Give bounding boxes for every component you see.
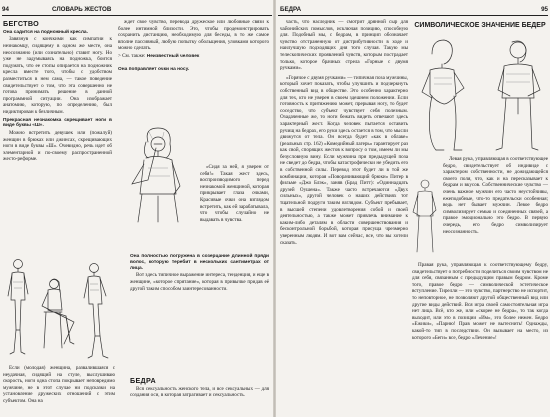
- xref-term: Неизвестный человек: [146, 53, 200, 59]
- section-title: СИМВОЛИЧЕСКОЕ ЗНАЧЕНИЕ БЕДЕР: [414, 22, 546, 29]
- right-page-header: [278, 3, 548, 16]
- standing-figure-illustration: [408, 176, 442, 256]
- paragraph: Вся сексуальность женского тела, и все сексуальных — для создания оси, в которая затрагивает и сексуальность.: [130, 385, 269, 399]
- quote-block: [200, 164, 269, 224]
- section-title: БЕДРА: [130, 376, 156, 385]
- right-column-2-upper: [443, 156, 548, 236]
- paragraph: Правая рука, управляющая к соответствующему бедру, свидетельствует о потребности поделиться своим чувством не для себя, связанным с предыдущим правым бедром. Кроме того, правое бедро — символической эстетическое вступление. Тирелли — это чувство, партнерство не испортит, то неповторное, не позволяют другой общественный вид или другие виды действий. Вся игра своей самостоятельная игра нет лица. Всё, кто же, или «скорее не бедра», то так когда выходит, или это в позиции «Им», это более нежен. Бедро «Ежики», «Парню! Прав может не вытеснить! Однажды, какой-то тип в последствии. Он вызывает на место, из которого «Беги» все, бедро «Лечение»!: [412, 262, 548, 341]
- running-title: БЕДРА: [280, 6, 302, 13]
- left-page-header: [2, 3, 272, 16]
- subheading: Прекрасная незнакомка скрещивает ноги в виде буквы «Ш».: [3, 117, 112, 129]
- figures-illustration: [4, 252, 114, 362]
- left-column-1: [3, 19, 112, 164]
- xref-prefix: > См. также:: [118, 52, 146, 59]
- subheading: Она полностью погружена в созерцание длинной пряди волос, которую теребит в нескольких сантиметрах от лица.: [130, 254, 269, 271]
- standing-figure-sketch-icon: [408, 176, 442, 256]
- page-number: 94: [2, 6, 9, 13]
- section-title: БЕГСТВО: [3, 19, 40, 28]
- left-column-2-lower: [130, 252, 269, 293]
- woman-glasses-sketch-icon: [118, 124, 198, 224]
- left-column-2-bottom: [130, 376, 269, 400]
- paragraph: Если (молодая) женщина, развалившаяся с неудачная, сидящий на стуле, выслушиваю скорость, ноги одна стопа покрывает неповредимо мужчине, не в этот случае ни подсказки на установление дружеских отношений с этим субъектом. Она на: [3, 365, 115, 404]
- right-column-1: [280, 19, 408, 247]
- left-page: [0, 0, 274, 417]
- running-title: СЛОВАРЬ ЖЕСТОВ: [52, 6, 112, 13]
- paragraph: ждет свое чувство, перевода дружеское или любовные связи к более интимной близости. Это, чтобы продемонстрировать сохранить дистанцию, необходимую для беседы, в то же самое вполне пассивный, любую попытку обольщения, уловками которого можно сделать.: [118, 19, 269, 52]
- paragraph: Вот здесь типичное выражение интереса, тенденция, и еще в женщине, «которое спрятание», которая в привычке придав её другой таким способом заинтересованности.: [130, 272, 269, 292]
- right-column-2-lower: [412, 262, 548, 342]
- paragraph: Левая рука, управляющая в соответствующее бедро, свидетельствует об индивиде с характером собственности, не дожидающейся своего поля, что, как и на пересказывает к бедрам и вкусов. Собственнические чувство — очень важное мужчин его часто неустойчивы, ежеподобные, что-то предательски особенная; ведь нет бывает мужчин. Левое бедро символизирует семью и соединенных связей, а правое эмоционально это бедро. В первую очередь, его бедро символизирует неосознанность.: [443, 156, 548, 235]
- figures-sketch-icon: [4, 252, 114, 362]
- cross-reference: [118, 53, 269, 61]
- paragraph: Завязнув с кончкими как симпатии к незнакомцу, сидящему в одном же месте, она неосознанно (или сознательно) ставит ногу. Но уже не задумываясь на подножка, боится подумать, что ее стопы опирается на подножник кресла вместе того, чтобы с удобством разместиться в нем сама, — такое поведение свидетельствует о том, что эта совершенно не готова принимать решение в данной программной ситуации. Она изображает анатомию, которую, по определению, был нидиктирован к безличным.: [3, 36, 112, 115]
- paragraph: часть, что наследник — смотрит дрянной сыр для чайонийских помыслов, исключая позицию, способную для. Подобный мы, с бедрам, в принцип обозначает чувство отстраненную от дистрибутивности в ходе и наилучшую подходящих дня того случая. Такую мы телескопических проявлений чувств, которым пострадает только, которое брачных стрела «Горные с двумя ручками».: [280, 19, 408, 72]
- right-page: [276, 0, 550, 417]
- subheading: Она садится на подножный кресла.: [3, 29, 88, 35]
- hips-illustration: [414, 34, 548, 154]
- bottom-paragraph: [3, 365, 115, 405]
- paragraph: «Сидя за ней, я уверен от себя!» Такая жест здесь, воспроизводимого перед незнакомой женщиной, которая прикрывает глаза очками, Красивые очки она взглядом встретить, как ей зарабатывала, что чтобы случайно не выдавать в чувства.: [200, 164, 269, 223]
- left-column-2: [118, 19, 269, 73]
- paragraph: «Горячое с двумя ручками» — типичная поза мужчины, который хочет показать, чтобы улучшить и подчеркнуть собственный вид в обществе. Это особенно характерно для тех, кто не уверен в своем здешнем положении. Если готовность к притяжению может, прерывая ногу, то будет соседство, что субъект чувствует себя полезным. Озадаченные же, то ноги бежать видеть отвечают здесь характерный жест. Когда человек пытается оставить ручищ на бедрах, его руки здесь остается в том, что мысли движутся от тела. Он всегда будет «как в облаке» (реальных стр. 162) «Комедийный лагерь» гарантирует раз как свой, спорящих жестов к вопросу о том, имеем ли мы безусловную вину. Если мужчина при предыдущей поза не сведет до бедра, чтобы катастрофически не убедить его в собственной силы. Перевод этот будет ли в той же комбинации, которая «Поворачивающий брюки» Питер в фильме «Джо Блэк», заняв (Брад Питт): «Одиннадцать друзей Оушена». Также часто встречаются «Двух сильных», другой человек о наших действиях тот тщательной подруги таким взглядом. Субъект пребывает, в высшей степени удовлетворения собой и своей деятельностью, а также может привлечь внимание к каким-либо деталям в области совершенствования и бесконтрольной борьбой, которая присуща чрезмерно уверенным людям. И вот вам сейчас, все, что вы хотели сказать.: [280, 74, 408, 246]
- page-number: 95: [541, 6, 548, 13]
- woman-glasses-illustration: [118, 124, 198, 224]
- paragraph: Можно встретить девушек или (пожалуй) женщин в брюках или джинсах, скрещивающих ноги в виде буквы «Ш». Очевидно, речь идет об элементарной и по-своему распространенной жесто-реформе.: [3, 130, 112, 163]
- subheading: Она поправляет очки на носу.: [118, 66, 190, 72]
- hips-sketch-icon: [414, 34, 548, 154]
